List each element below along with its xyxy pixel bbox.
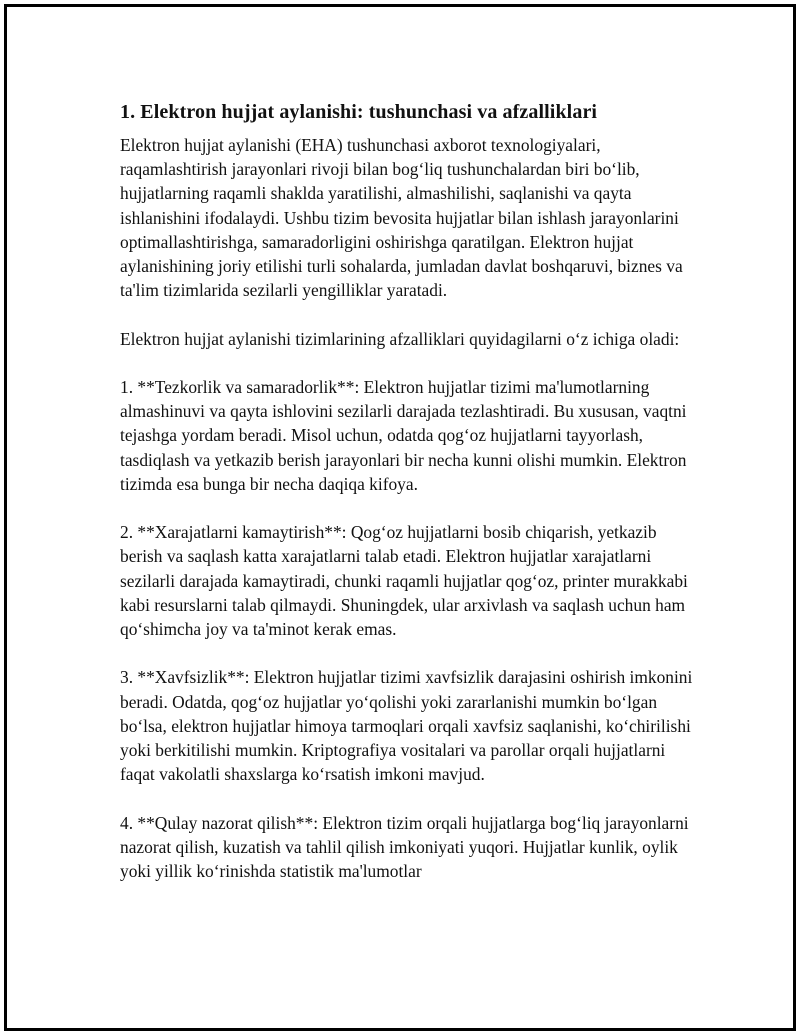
- document-body: [120, 99, 695, 907]
- list-item-security: 3. **Xavfsizlik**: Elektron hujjatlar tizimi xavfsizlik darajasini oshirish imkonini beradi. Odatda, qog‘oz hujjatlar yo‘qolishi yoki zararlanishi mumkin bo‘lgan bo‘lsa, elektron hujjatlar himoya tarmoqlari orqali xavfsiz saqlanishi, ko‘chirilishi yoki berkitilishi mumkin. Kriptografiya vositalari va parollar orqali hujjatlarni faqat vakolatli shaxslarga ko‘rsatish imkoni mavjud.: [120, 667, 693, 785]
- page-frame: [4, 4, 796, 1031]
- paragraph-intro: Elektron hujjat aylanishi (EHA) tushunchasi axborot texnologiyalari, raqamlashtirish jarayonlari rivoji bilan bog‘liq tushunchalardan biri bo‘lib, hujjatlarning raqamli shaklda yaratilishi, almashilishi, saqlanishi va qayta ishlanishini ifodalaydi. Ushbu tizim bevosita hujjatlar bilan ishlash jarayonlarini optimallashtirishga, samaradorligini oshirishga qaratilgan. Elektron hujjat aylanishining joriy etilishi turli sohalarda, jumladan davlat boshqaruvi, biznes va ta'lim tizimlarida sezilarli yengilliklar yaratadi.: [120, 135, 683, 301]
- document-title: 1. Elektron hujjat aylanishi: tushunchasi va afzalliklari: [120, 101, 598, 123]
- list-item-control: 4. **Qulay nazorat qilish**: Elektron tizim orqali hujjatlarga bog‘liq jarayonlarni nazorat qilish, kuzatish va tahlil qilish imkoniyati yuqori. Hujjatlar kunlik, oylik yoki yillik ko‘rinishda statistik ma'lumotlar: [120, 812, 689, 882]
- paragraph-advantages-lead: Elektron hujjat aylanishi tizimlarining afzalliklari quyidagilarni o‘z ichiga oladi:: [120, 328, 680, 349]
- list-item-speed: 1. **Tezkorlik va samaradorlik**: Elektron hujjatlar tizimi ma'lumotlarning almashinuvi va qayta ishlovini sezilarli darajada tezlashtiradi. Bu xususan, vaqtni tejashga yordam beradi. Misol uchun, odatda qog‘oz hujjatlarni tayyorlash, tasdiqlash va yetkazib berish jarayonlari bir necha kunni olishi mumkin. Elektron tizimda esa bunga bir necha daqiqa kifoya.: [120, 377, 687, 494]
- list-item-cost-reduction: 2. **Xarajatlarni kamaytirish**: Qog‘oz hujjatlarni bosib chiqarish, yetkazib berish va saqlash katta xarajatlarni talab etadi. Elektron hujjatlar xarajatlarni sezilarli darajada kamaytiradi, chunki raqamli hujjatlar qog‘oz, printer murakkabi kabi resurslarni talab qilmaydi. Shuningdek, ular arxivlash va saqlash uchun ham qo‘shimcha joy va ta'minot kerak emas.: [120, 522, 688, 640]
